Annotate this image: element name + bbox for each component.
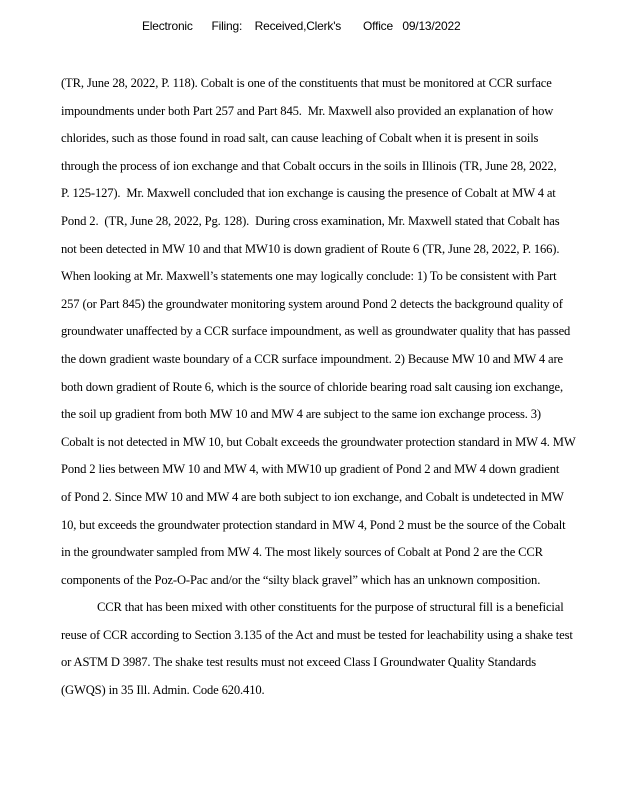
body-line: in the groundwater sampled from MW 4. The most likely sources of Cobalt at Pond 2 are the CCR (61, 545, 543, 560)
body-line: When looking at Mr. Maxwell’s statements one may logically conclude: 1) To be consistent with Part (61, 269, 557, 284)
body-line: or ASTM D 3987. The shake test results must not exceed Class I Groundwater Quality Standards (61, 655, 536, 670)
body-line: of Pond 2. Since MW 10 and MW 4 are both subject to ion exchange, and Cobalt is undetected in MW (61, 489, 564, 504)
body-line: P. 125-127). Mr. Maxwell concluded that ion exchange is causing the presence of Cobalt at MW 4 at (61, 186, 556, 201)
body-line: both down gradient of Route 6, which is the source of chloride bearing road salt causing ion exchange, (61, 379, 563, 394)
body-line: chlorides, such as those found in road salt, can cause leaching of Cobalt when it is present in soils (61, 131, 539, 146)
document-body (61, 70, 618, 705)
body-line: through the process of ion exchange and that Cobalt occurs in the soils in Illinois (TR, June 28, 2022, (61, 158, 557, 173)
body-line: the soil up gradient from both MW 10 and MW 4 are subject to the same ion exchange process. 3) (61, 407, 541, 422)
efiling-header: Electronic Filing: Received,Clerk's Office 09/13/2022 (142, 19, 461, 33)
body-line: (TR, June 28, 2022, P. 118). Cobalt is one of the constituents that must be monitored at CCR surface (61, 76, 552, 90)
body-line: components of the Poz-O-Pac and/or the “silty black gravel” which has an unknown composition. (61, 572, 541, 587)
body-line: Cobalt is not detected in MW 10, but Cobalt exceeds the groundwater protection standard in MW 4. MW (61, 434, 576, 449)
body-line-indented: CCR that has been mixed with other constituents for the purpose of structural fill is a beneficial (97, 600, 564, 615)
body-line: reuse of CCR according to Section 3.135 of the Act and must be tested for leachability using a shake test (61, 627, 573, 642)
body-line: 10, but exceeds the groundwater protection standard in MW 4, Pond 2 must be the source of the Cobalt (61, 517, 566, 532)
body-line: Pond 2. (TR, June 28, 2022, Pg. 128). During cross examination, Mr. Maxwell stated that Cobalt has (61, 213, 560, 228)
body-line: impoundments under both Part 257 and Part 845. Mr. Maxwell also provided an explanation of how (61, 103, 554, 118)
body-line: groundwater unaffected by a CCR surface impoundment, as well as groundwater quality that has passed (61, 324, 571, 339)
body-line: 257 (or Part 845) the groundwater monitoring system around Pond 2 detects the background quality of (61, 296, 563, 311)
body-line: Pond 2 lies between MW 10 and MW 4, with MW10 up gradient of Pond 2 and MW 4 down gradient (61, 462, 560, 477)
body-line: the down gradient waste boundary of a CCR surface impoundment. 2) Because MW 10 and MW 4 are (61, 351, 563, 366)
body-line: (GWQS) in 35 Ill. Admin. Code 620.410. (61, 683, 265, 698)
body-line: not been detected in MW 10 and that MW10 is down gradient of Route 6 (TR, June 28, 2022, P. 166). (61, 241, 560, 256)
